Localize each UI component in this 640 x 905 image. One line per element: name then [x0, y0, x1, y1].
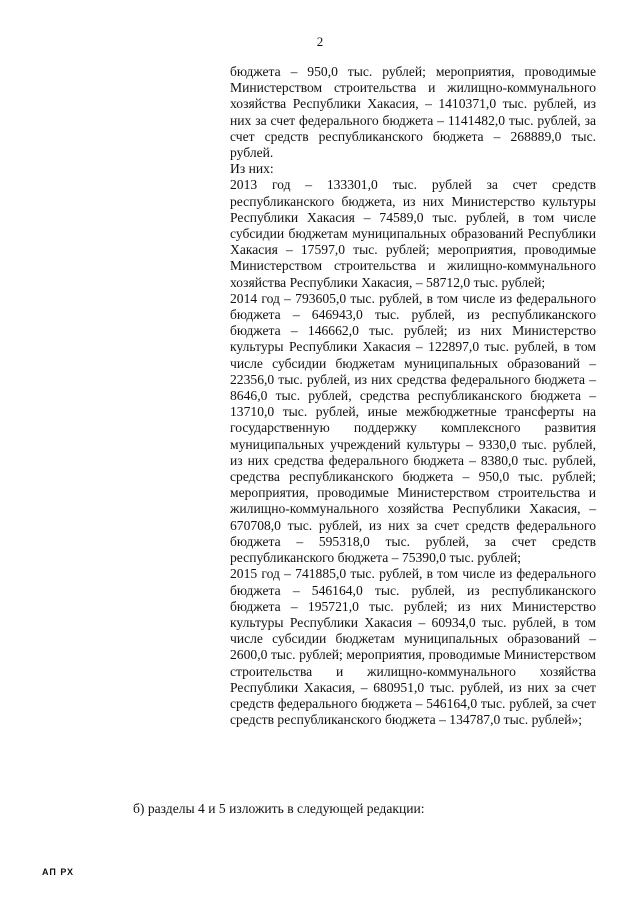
body-text — [230, 64, 596, 728]
footer-mark: АП РХ — [42, 867, 75, 877]
amendment-line: б) разделы 4 и 5 изложить в следующей редакции: — [133, 801, 425, 816]
paragraph: 2013 год – 133301,0 тыс. рублей за счет средств республиканского бюджета, из них Министерство культуры Республики Хакасия – 74589,0 тыс. рублей, в том числе субсидии бюджетам муниципальных образований Республики Хакасия – 17597,0 тыс. рублей; мероприятия, проводимые Министерством строительства и жилищно-коммунального хозяйства Республики Хакасия, – 58712,0 тыс. рублей; — [230, 177, 596, 290]
paragraph: 2014 год – 793605,0 тыс. рублей, в том числе из федерального бюджета – 646943,0 тыс. рублей, из республиканского бюджета – 146662,0 тыс. рублей; из них Министерство культуры Республики Хакасия – 122897,0 тыс. рублей, в том числе субсидии бюджетам муниципальных образований – 22356,0 тыс. рублей, из них средства федерального бюджета – 8646,0 тыс. рублей, средства республиканского бюджета – 13710,0 тыс. рублей, иные межбюджетные трансферты на государственную поддержку комплексного развития муниципальных учреждений культуры – 9330,0 тыс. рублей, из них средства федерального бюджета – 8380,0 тыс. рублей, средства республиканского бюджета – 950,0 тыс. рублей; мероприятия, проводимые Министерством строительства и жилищно-коммунального хозяйства Республики Хакасия, – 670708,0 тыс. рублей, из них за счет средств федерального бюджета – 595318,0 тыс. рублей, за счет средств республиканского бюджета – 75390,0 тыс. рублей; — [230, 290, 596, 566]
paragraph: бюджета – 950,0 тыс. рублей; мероприятия, проводимые Министерством строительства и жилищно-коммунального хозяйства Республики Хакасия, – 1410371,0 тыс. рублей, из них за счет федерального бюджета – 1141482,0 тыс. рублей, за счет средств республиканского бюджета – 268889,0 тыс. рублей. — [230, 64, 596, 161]
paragraph: 2015 год – 741885,0 тыс. рублей, в том числе из федерального бюджета – 546164,0 тыс. рублей, из республиканского бюджета – 195721,0 тыс. рублей; из них Министерство культуры Республики Хакасия – 60934,0 тыс. рублей, в том числе субсидии бюджетам муниципальных образований – 2600,0 тыс. рублей; мероприятия, проводимые Министерством строительства и жилищно-коммунального хозяйства Республики Хакасия, – 680951,0 тыс. рублей, из них за счет средств федерального бюджета – 546164,0 тыс. рублей, за счет средств республиканского бюджета – 134787,0 тыс. рублей»; — [230, 566, 596, 728]
page-number: 2 — [316, 34, 324, 49]
paragraph: Из них: — [230, 161, 274, 177]
